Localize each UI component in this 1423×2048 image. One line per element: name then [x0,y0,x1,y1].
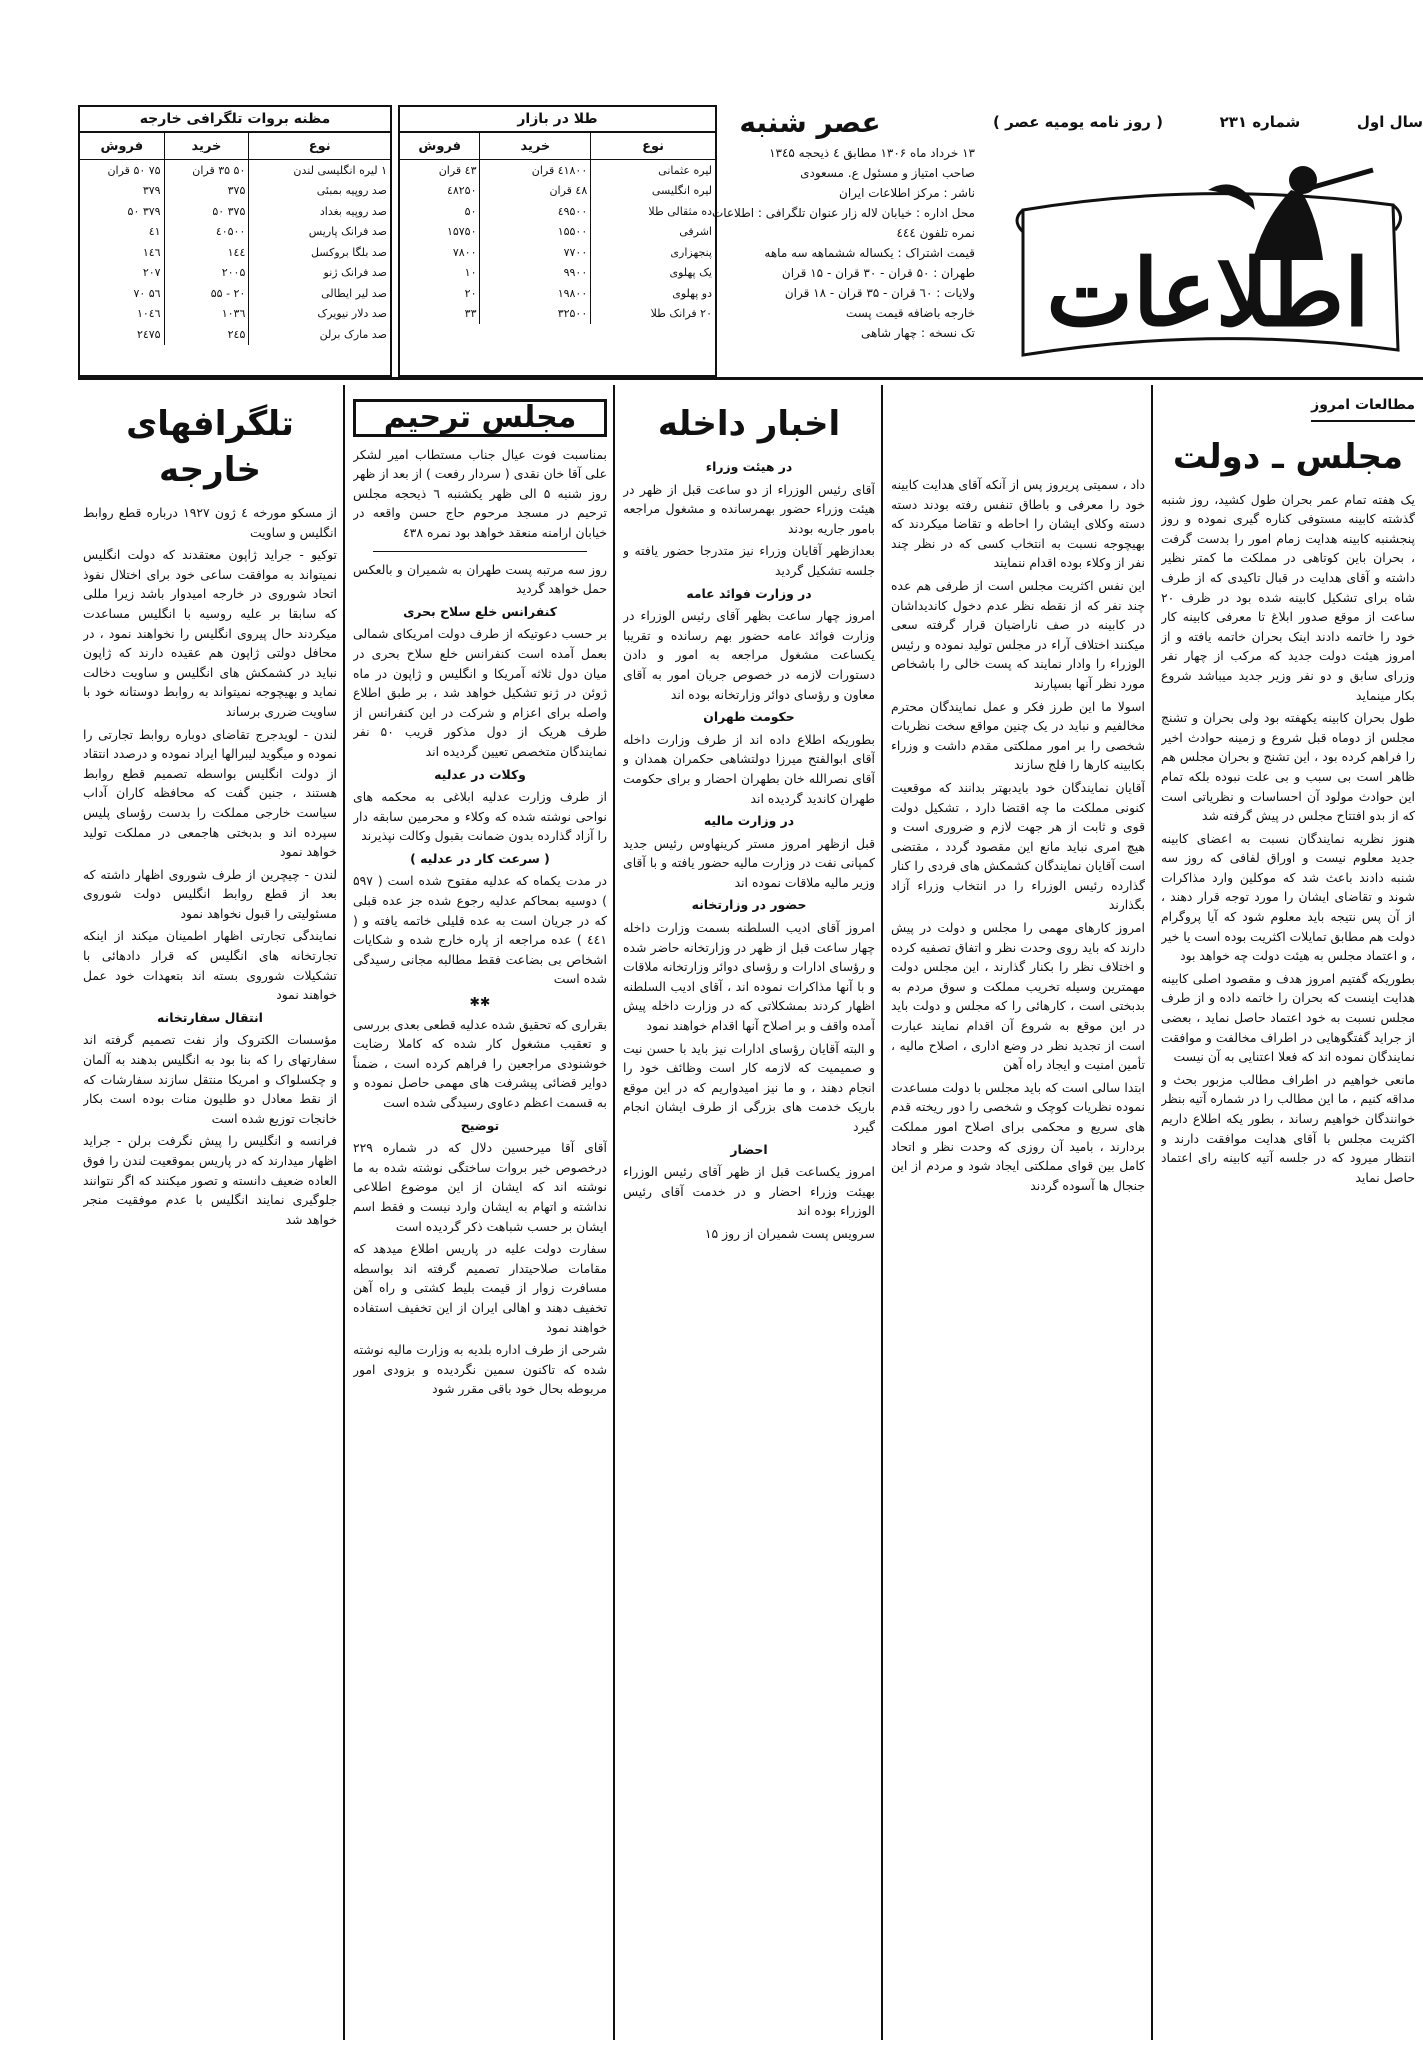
table-cell: ۳۳ [464,307,477,321]
domestic-news-headline: اخبار داخله [657,404,841,444]
paragraph: یک هفته تمام عمر بحران طول کشید، روز شنبه گذشته کابینه مستوفی کناره گیری نموده و روز پنجشنبه کابینه هدایت زمام امور را بدست گرفت ، بحران باین کوتاهی در مملکت ما کمتر نظیر داشته و آقای هدایت در قبال تاکیدی که از طرف شاه برای تشکیل کابینه شده بود در ظرف ۲۰ ساعت از موقع صدور ابلاغ تا معرفی کابینه کار خود را خاتمه دادند اینک بحران خاتمه یافته و از امروز هیئت دولت جدید که مرکب از چهار نفر وزرای سابق و دو نفر وزیر جدید میباشد شروع بکار مینماید [1161,491,1415,703]
paragraph: روز سه مرتبه پست طهران به شمیران و بالعکس حمل خواهد گردید [353,561,607,597]
table-cell: ۱۵۷۵۰ [446,225,477,239]
table-cell: صد روپیه بمبئی [249,181,390,202]
paragraph: فرانسه و انگلیس را پیش نگرفت برلن - جراید اظهار میدارند که در پاریس بموقعیت لندن را فوق العاده ضعیف دانسته و تصور میکنند که اگر نتوانند جلوگیری نمایند انگلیس با عدم موفقیت منجر خواهد شد [83,1133,337,1227]
table-row [80,304,390,325]
gold-header-type: نوع [591,133,715,160]
table-cell: ۱۹۸۰۰ [480,283,591,304]
newspaper-logo [1003,150,1413,365]
table-row [80,263,390,284]
masthead-divider [78,377,1423,380]
table-cell: ۷۵ ۵۰ قران [107,163,161,177]
domestic-news-column [623,395,875,2040]
table-row [80,283,390,304]
paragraph: نمایندگی تجارتی اظهار اطمینان میکند از اینکه تجارتخانه های انگلیس که قرار دادهائی با تشکیلات شوروی بسته اند بتعهدات خود عمل خواهند نمود [83,928,337,1003]
table-cell: ۲۰ - ۵۵ [164,283,249,304]
table-cell: ۷۸۰۰ [452,245,477,259]
table-cell: ده مثقالی طلا [591,201,715,222]
subheading: حکومت طهران [703,709,795,725]
table-cell: ۳۷۹ [142,184,161,198]
edition-line [993,113,1423,131]
table-cell: ۳۷۵ [164,181,249,202]
table-cell: ۳۷۹ ۵۰ [127,204,161,218]
table-cell: ٤۹۵۰۰ [480,201,591,222]
table-cell: ۳۷۵ ۵۰ [164,201,249,222]
single-price: تک نسخه : چهار شاهی [860,326,975,340]
paragraph: بطوریکه گفتیم امروز هدف و مقصود اصلی کابینه هدایت اینست که بحران را خاتمه داده و از طرف مجلس نسبت به خود اعتماد حاصل نماید ، بعضی از جراید گفتگوهایی در اطراف مخالفت و موافقت نمایندگان نموده اند که فعلا اعتنایی به آن نیست [1161,970,1415,1065]
paragraph: امروز کارهای مهمی را مجلس و دولت در پیش دارند که باید روی وحدت نظر و اتفاق تصفیه کرده و اختلاف نظر را بکنار گذارند ، این مجلس دولت مهمترین وسیله تخریب مملکت و سوق مردم به بدبختی است ، کارهائی را که مجلس و دولت باید در این موقع به شروع آن اقدام نمایند عبارت است از تجدید نظر در وضع اداری ، اصلاح مالیه ، تأمین امنیت و ایجاد راه آهن [891,920,1145,1073]
subheading: احضار [730,1141,768,1157]
table-row [400,283,715,304]
table-cell: ۲۰ فرانک طلا [591,304,715,325]
paragraph: از مسکو مورخه ٤ ژون ۱۹۲۷ درباره قطع روابط انگلیس و ساویت [83,505,337,540]
subheading: در وزارت فوائد عامه [686,585,812,601]
gold-header-sell: فروش [400,133,480,160]
subheading: انتقال سفارتخانه [157,1009,263,1025]
paragraph: بقراری که تحقیق شده عدلیه قطعی بعدی بررسی و تعقیب مشغول کار شده که کاملا رضایت خوشنودی مراجعین را فراهم کرده است ، ضمناً دوایر قضائی پیشرفت های مهمی حاصل نموده و به قسمت اعظم دعاوی رسیدگی شده است [353,1016,607,1110]
logo-illustration-icon [1003,150,1413,365]
column-divider [1151,385,1153,2040]
table-cell: ۲۰ [464,286,477,300]
subheading: حضور در وزارتخانه [691,897,807,913]
provinces-price: ولایات : ٦۰ قران - ۳۵ قران - ۱۸ قران [784,286,975,300]
paragraph: قبل ازظهر امروز مستر کرینهاوس رئیس جدید کمپانی نفت در وزارت مالیه حضور یافته و با آقای وزیر مالیه ملاقات نموده اند [623,835,875,890]
paragraph: امروز آقای ادیب السلطنه بسمت وزارت داخله چهار ساعت قبل از ظهر در وزارتخانه حاضر شده و رؤسای ادارات و رؤسای دوائر وزارتخانه ملاقات و با آنها مذاکرات نموده اند ، آقای ادیب السلطنه اظهار کردند بمشکلاتی که در وزارت داخله پیش آمده واقف و بر اصلاح آنها اقدام خواهند نمود [623,920,875,1034]
paragraph: امروز چهار ساعت بظهر آقای رئیس الوزراء در وزارت فوائد عامه حضور بهم رسانده و تقریبا یکساعت مشغول مراجعه به امور و دادن دستورات لازمه در خصوص جریان امور به آقای معاون و رؤسای دوائر وزارتخانه بوده اند [623,608,875,702]
table-cell: صد مارک برلن [249,324,390,345]
tagline: ( روز نامه یومیه عصر ) [993,113,1163,131]
telegrams-headline: تلگرافهای خارجه [126,404,294,490]
table-row [400,201,715,222]
table-cell: ٤۸۲۵۰ [446,184,477,198]
paragraph: و البته آقایان رؤسای ادارات نیز باید با حسن نیت و صمیمیت که لازمه کار است وظائف خود را انجام دهند ، و ما نیز امیدواریم که در این موقع باریک خدمت های بزرگی از طرف ایشان انجام گیرد [623,1040,875,1134]
table-cell: ۵٦ ۷۰ [133,286,161,300]
foreign-telegrams-column [83,395,337,2040]
paragraph: هنوز نظریه نمایندگان نسبت به اعضای کابینه جدید معلوم نیست و اوراق لفافی که روز سه شنبه دادند باعث شد که موکلین وارد مذاکرات شوند و تقاضای ایشان را مورد توجه قرار دهند ، از آن پس نتیجه باید معلوم شود که آیا پروگرام دولت هم مطابق تمایلات اکثریت بوده است یا خیر ، و اعتماد مجلس به هیئت دولت چه خواهد بود [1161,830,1415,964]
table-cell: صد روپیه بغداد [249,201,390,222]
table-cell: صد فرانک پاریس [249,222,390,243]
table-cell: ۲۰۰۵ [164,263,249,284]
paragraph: سفارت دولت علیه در پاریس اطلاع میدهد که مقامات صلاحیتدار تصمیم گرفته اند بواسطه مسافرت زوار از قیمت بلیط کشتی و راه آهن تخفیف دهند و اهالی ایران از این تخفیف استفاده خواهند نمود [353,1241,607,1335]
table-cell: لیره انگلیسی [591,181,715,202]
paragraph: امروز یکساعت قبل از ظهر آقای رئیس الوزراء بهیئت وزراء احضار و در خدمت آقای رئیس الوزراء بوده اند [623,1164,875,1219]
table-row [400,160,715,181]
abroad-price: خارجه باضافه قیمت پست [845,306,975,320]
table-cell: دو پهلوی [591,283,715,304]
editorial-headline: مجلس ـ دولت [1172,436,1404,477]
table-cell: ۱ لیره انگلیسی لندن [249,160,390,181]
table-row [80,242,390,263]
currency-header-type: نوع [249,133,390,160]
notices-column [353,395,607,2040]
table-cell: صد فرانک ژنو [249,263,390,284]
table-cell: ۲٤۷۵ [136,327,161,341]
paragraph: بر حسب دعوتیکه از طرف دولت امریکای شمالی بعمل آمده است کنفرانس خلع سلاح بحری در میان دول ثلاثه آمریکا و انگلیس و ژاپون در ماه ژوئن در ژنو تشکیل خواهد شد ، بر طبق اطلاع واصله برای اعزام و شرکت در این کنفرانس از طرف هریک از دول مذکور قریب ۵۰ نفر نمایندگان متخصص تعیین گردیده اند [353,626,607,759]
section-kicker: مطالعات امروز [1311,396,1415,422]
table-cell: ٤۰۵۰۰ [164,222,249,243]
newspaper-page [78,95,1423,2048]
table-row [80,222,390,243]
column-divider [343,385,345,2040]
subheading: کنفرانس خلع سلاح بحری [403,603,557,619]
table-cell: ٤۱ [148,225,161,239]
paragraph: آقای رئیس الوزراء از دو ساعت قبل از ظهر در هیئت وزراء حضور بهمرسانده و مشغول مراجعه بامور جاریه بودند [623,481,875,536]
currency-rate-table [78,105,392,377]
table-cell: صد بلگا بروکسل [249,242,390,263]
paragraph: از طرف وزارت عدلیه ابلاغی به محکمه های نواحی نوشته شده که وکلاء و محرمین سابقه دار را آزاد گذارده بدون ضمانت بقبول وکالت نپذیرند [353,789,607,844]
subheading: در وزارت مالیه [703,813,795,829]
table-row [80,324,390,345]
table-cell: ۵۰ [464,204,477,218]
subheading: توضیح [460,1117,500,1133]
currency-header-buy: خرید [164,133,249,160]
year-label: سال اول [1356,113,1423,131]
logo-text: اطلاعات [1046,239,1370,347]
ornament-icon: ✱✱ [469,994,491,1010]
table-cell: ۷۷۰۰ [480,242,591,263]
table-row [400,181,715,202]
paragraph: مانعی خواهیم در اطراف مطالب مزبور بحث و مداقه کنیم ، ما این مطالب را در شماره آتیه بنظر خوانندگان خواهیم رساند ، بطور یکه اطلاع داریم اکثریت مجلس با آقای هدایت موافقت دارند و انتظار میرود که در جلسه آتیه کابینه رای اعتماد حاصل نماید [1161,1071,1415,1185]
office-address: محل اداره : خیابان لاله زار عنوان تلگرافی : اطلاعات [711,206,975,220]
publisher: ناشر : مرکز اطلاعات ایران [839,186,975,200]
paragraph: آقایان نمایندگان خود بایدبهتر بدانند که موقعیت کنونی مملکت ما چه اقتضا دارد ، تشکیل دولت قوی و ثابت از هر جهت لازم و ضروری است و هیچ امری نباید مانع این مقصود گردد ، مقتضی است آقایان نمایندگان کشمکش های فردی را کنار گذارده رئیس الوزراء را در انتخاب وزراء آزاد بگذارند [891,779,1145,913]
paragraph: شرحی از طرف اداره بلدیه به وزارت مالیه نوشته شده که تاکنون سمین نگردیده و بزودی امور مربوطه بحال خود باقی مقرر شود [353,1342,607,1397]
paragraph: طول بحران کابینه یکهفته بود ولی بحران و تشنج مجلس از دوماه قبل شروع و زمینه حوادث اخیر را فراهم کرده بود ، این تشنج و بحران مجلس هم ظاهر است بی سبب و بی علت نبوده بلکه تمام این حوادث مولود آن احساسات و نظریاتی است که از بدو افتتاح مجلس در پیش گرفته شد [1161,710,1415,824]
subheading: وکلات در عدلیه [434,766,526,782]
subheading: در هیئت وزراء [705,459,793,474]
table-cell: اشرفی [591,222,715,243]
paragraph: بمناسبت فوت عیال جناب مستطاب امیر لشکر علی آقا خان نقدی ( سردار رفعت ) از بعد از ظهر روز شنبه ۵ الی ظهر یکشنبه ٦ ذیحجه مجلس ترحیم در مسجد مرحوم حاج حسن واقعه در خیابان ارامنه منعقد خواهد بود نمره ٤۳۸ [353,446,607,540]
paragraph: اسولا ما این طرز فکر و عمل نمایندگان محترم مخالفیم و نباید در یک چنین مواقع سخت نظریات شخصی را بر امور مملکتی مقدم داشت و وزراء بکابینه کارها را فلج سازند [891,698,1145,773]
paragraph: بطوریکه اطلاع داده اند از طرف وزارت داخله آقای ابوالفتح میرزا دولتشاهی حکمران همدان و آقای نصرالله خان بطهران احضار و برای حکومت طهران کاندید گردیده اند [623,731,875,806]
table-cell: ۱۵۵۰۰ [480,222,591,243]
gold-price-table [398,105,717,377]
paragraph: ابتدا سالی است که باید مجلس با دولت مساعدت نموده نظریات کوچک و شخصی را دور ریخته قدم های سریع و محکمی برای اصلاح امور مملکت بردارند ، بامید آن روزی که وحدت نظر و اتحاد کامل بین قوای مملکتی ایجاد شود و مردم از این جنجال ها آسوده گردند [891,1079,1145,1193]
paragraph: داد ، سمیتی پریروز پس از آنکه آقای هدایت کابینه خود را معرفی و باطاق تنفس رفته بودند دسته دسته وکلای ایشان را احاطه و تقاضا میکردند که بهیچوجه نسبت به انتخاب کسی که در نظر چند نفر از وکلاء بوده اقدام ننمایند [891,477,1145,571]
table-cell: ٤۸ قران [480,181,591,202]
gold-header-buy: خرید [480,133,591,160]
paragraph: این نفس اکثریت مجلس است از طرفی هم عده چند نفر که از نقطه نظر عدم دخول کاندیداشان در کابینه در صف ناراضیان قرار گرفته سعی میکنند اختلاف آراء در مجلس تولید نموده و رئیس الوزراء را وادار نمایند که پست خالی را باشخاص مورد نظر آنها بسپارند [891,577,1145,691]
memorial-headline: مجلس ترحیم [353,399,607,437]
table-cell: لیره عثمانی [591,160,715,181]
table-row [80,160,390,181]
table-row [400,263,715,284]
paragraph: سرویس پست شمیران از روز ۱۵ [704,1225,875,1241]
issue-label: شماره ۲۳۱ [1219,113,1301,131]
table-cell: ۲٤۵ [164,324,249,345]
paragraph: آقای آقا میرحسین دلال که در شماره ۲۲۹ درخصوص خبر بروات ساختگی نوشته شده به ما نوشته اند که ایشان از این موضوع اطلاعی نداشته و اتهام به ایشان وارد نیست و فقط اسم ایشان بر حسب شباهت ذکر گردیده است [353,1140,607,1234]
tehran-price: طهران : ۵۰ قران - ۳۰ قران - ۱۵ قران [781,266,975,280]
table-cell: ۵۰ ۳۵ قران [164,160,249,181]
date-line: ۱۳ خرداد ماه ۱۳۰۶ مطابق ٤ ذیحجه ۱۳٤۵ [769,146,975,160]
table-cell: یک پهلوی [591,263,715,284]
column-divider [881,385,883,2040]
table-cell: ۳۲۵۰۰ [480,304,591,325]
table-cell: ٤۳ قران [438,163,477,177]
paragraph: لندن - لویدجرج تقاضای دوباره روابط تجارتی را نموده و میگوید لیبرالها ایراد نموده و درصدد انتقاد از دولت انگلیس بواسطه تصمیم قطع روابط هستند ، جنین گفت که محافظه کاران آداب سیاست خارجی مملکت را بدست رؤسای پلیس سپرده اند و بدبختی هاجمعی در مملکت تولید خواهد نمود [83,726,337,860]
table-cell: ۱۰٤٦ [136,307,161,321]
section-divider [373,551,587,552]
table-cell: ۱٤٤ [164,242,249,263]
table-cell: ۹۹۰۰ [480,263,591,284]
table-row [80,201,390,222]
table-cell: پنجهزاری [591,242,715,263]
table-cell: صد لیر ایطالی [249,283,390,304]
editorial-column [1161,395,1415,2040]
masthead [78,95,1423,373]
currency-header-sell: فروش [80,133,164,160]
table-cell: ٤۱۸۰۰ قران [480,160,591,181]
table-cell: ۱۰۳٦ [164,304,249,325]
phone-number: نمره تلفون ٤٤٤ [896,226,975,240]
paragraph: مؤسسات الکتروک واز نفت تصمیم گرفته اند سفارتهای را که بنا بود به انگلیس بدهند به آلمان و چکسلواک و امریکا منتقل سازند سفارشات که از نقط معادل دو طلیون منات بوده است بکار خانجات توزیع شده است [83,1032,337,1126]
table-row [400,222,715,243]
subheading: ( سرعت کار در عدلیه ) [410,850,550,866]
currency-table-caption: مظنه بروات تلگرافی خارجه [80,107,390,133]
table-cell: ۱٤٦ [142,245,161,259]
paragraph: توکیو - جراید ژاپون معتقدند که دولت انگلیس نمیتواند به موافقت ساعی خود برای اختلال نفوذ اتحاد شوروی در خارجه امیدوار باشد زیرا مللی که سابقا بر علیه روسیه با انگلیس مساعدت میکردند حال پیروی انگلیس را نخواهند نمود ، در محافل دولتی ژاپون هم عقیده دارند که ژاپون نباید در کشمکش های انگلیس و ساویت دخالت نماید و بهیچوجه نمیتواند به روابط دوستانه خود با ساویت ضرری برساند [83,547,337,719]
paragraph: در مدت یکماه که عدلیه مفتوح شده است ( ۵۹۷ ) دوسیه بمحاکم عدلیه رجوع شده جز عده قبلی که در جریان است به عده قلیلی خاتمه یافته و ( ٤٤۱ ) عده مراجعه از پاره خارج شده و شکایات اشخاص بی بضاعت فقط مطالبه مجانی رسیدگی شده است [353,873,607,987]
paragraph: لندن - چیچرین از طرف شوروی اظهار داشته که بعد از قطع روابط انگلیس دولت شوروی مسئولیتی را قبول نخواهد نمود [83,866,337,921]
table-row [400,304,715,325]
editorial-continued-column [891,475,1145,2040]
table-cell: صد دلار نیویرک [249,304,390,325]
table-cell: ۱۰ [464,266,477,280]
table-row [400,242,715,263]
paragraph: بعدازظهر آقایان وزراء نیز متدرجا حضور یافته و جلسه تشکیل گردید [623,543,875,578]
table-cell: ۲۰۷ [142,266,161,280]
table-row [80,181,390,202]
publisher-line: صاحب امتیاز و مسئول ع. مسعودی [800,166,975,180]
edition-title: عصر شنبه [739,107,881,139]
subscription-head: قیمت اشتراک : یکساله ششماهه سه ماهه [764,246,975,260]
column-divider [613,385,615,2040]
gold-table-caption: طلا در بازار [400,107,715,133]
